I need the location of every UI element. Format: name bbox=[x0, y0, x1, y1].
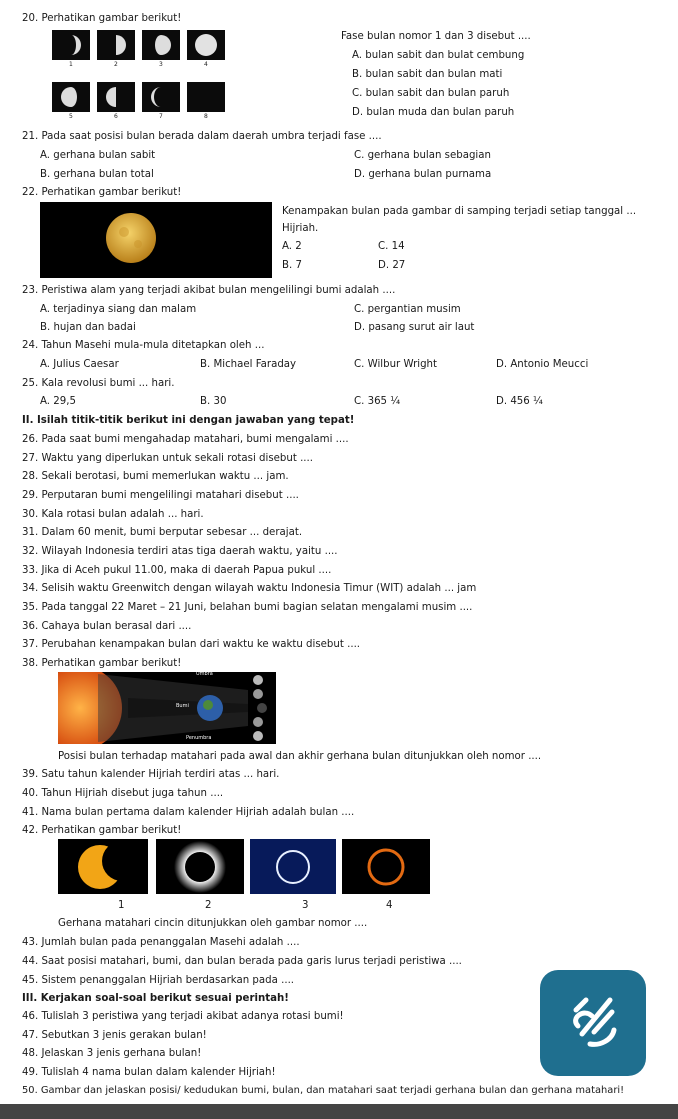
phase-label-5: 5 bbox=[69, 113, 73, 120]
q23-stem: 23. Peristiwa alam yang terjadi akibat bulan mengelilingi bumi adalah .... bbox=[22, 285, 396, 296]
lunar-eclipse-diagram bbox=[58, 672, 276, 744]
q23-option-b: B. hujan dan badai bbox=[40, 322, 136, 333]
solar-image-label-3: 3 bbox=[302, 900, 309, 911]
solar-eclipse-3 bbox=[250, 839, 336, 894]
edit-pen-icon bbox=[540, 970, 646, 1076]
question-36: 36. Cahaya bulan berasal dari .... bbox=[22, 621, 192, 632]
phase-label-1: 1 bbox=[69, 61, 73, 68]
moon-phase-7 bbox=[142, 82, 180, 112]
q20-stem: 20. Perhatikan gambar berikut! bbox=[22, 13, 182, 24]
q25-option-b: B. 30 bbox=[200, 396, 227, 407]
question-45: 45. Sistem penanggalan Hijriah berdasarkan pada .... bbox=[22, 975, 295, 986]
question-31: 31. Dalam 60 menit, bumi berputar sebesar ... derajat. bbox=[22, 527, 303, 538]
question-48: 48. Jelaskan 3 jenis gerhana bulan! bbox=[22, 1048, 202, 1059]
phase-label-7: 7 bbox=[159, 113, 163, 120]
q25-option-d: D. 456 ¼ bbox=[496, 396, 543, 407]
solar-image-label-4: 4 bbox=[386, 900, 393, 911]
q22-prompt: Kenampakan bulan pada gambar di samping terjadi setiap tanggal ... bbox=[282, 206, 637, 217]
moon-phase-5 bbox=[52, 82, 90, 112]
question-27: 27. Waktu yang diperlukan untuk sekali rotasi disebut .... bbox=[22, 453, 314, 464]
moon-phase-4 bbox=[187, 30, 225, 60]
umbra-label: Umbra bbox=[196, 671, 213, 677]
phase-label-4: 4 bbox=[204, 61, 208, 68]
question-35: 35. Pada tanggal 22 Maret – 21 Juni, belahan bumi bagian selatan mengalami musim .... bbox=[22, 602, 473, 613]
solar-eclipse-2 bbox=[156, 839, 244, 894]
solar-image-label-1: 1 bbox=[118, 900, 125, 911]
question-47: 47. Sebutkan 3 jenis gerakan bulan! bbox=[22, 1030, 207, 1041]
phase-label-6: 6 bbox=[114, 113, 118, 120]
question-41: 41. Nama bulan pertama dalam kalender Hijriah adalah bulan .... bbox=[22, 807, 355, 818]
moon-phase-6 bbox=[97, 82, 135, 112]
solar-image-label-2: 2 bbox=[205, 900, 212, 911]
question-38: 38. Perhatikan gambar berikut! bbox=[22, 658, 182, 669]
q23-option-c: C. pergantian musim bbox=[354, 304, 461, 315]
section-2-heading: II. Isilah titik-titik berikut ini dengan jawaban yang tepat! bbox=[22, 415, 355, 426]
phase-label-8: 8 bbox=[204, 113, 208, 120]
earth-label: Bumi bbox=[176, 703, 189, 709]
section-3-heading: III. Kerjakan soal-soal berikut sesuai perintah! bbox=[22, 993, 289, 1004]
question-37: 37. Perubahan kenampakan bulan dari waktu ke waktu disebut .... bbox=[22, 639, 361, 650]
q23-option-d: D. pasang surut air laut bbox=[354, 322, 475, 333]
question-43: 43. Jumlah bulan pada penanggalan Masehi adalah .... bbox=[22, 937, 300, 948]
penumbra-label: Penumbra bbox=[186, 735, 212, 741]
q21-option-b: B. gerhana bulan total bbox=[40, 169, 154, 180]
q22-prompt-cont: Hijriah. bbox=[282, 223, 319, 234]
question-28: 28. Sekali berotasi, bumi memerlukan waktu ... jam. bbox=[22, 471, 289, 482]
edit-fab-button[interactable] bbox=[540, 970, 646, 1076]
q22-option-d: D. 27 bbox=[378, 260, 406, 271]
q25-option-a: A. 29,5 bbox=[40, 396, 76, 407]
question-26: 26. Pada saat bumi mengahadap matahari, bumi mengalami .... bbox=[22, 434, 349, 445]
question-33: 33. Jika di Aceh pukul 11.00, maka di daerah Papua pukul .... bbox=[22, 565, 332, 576]
q24-option-c: C. Wilbur Wright bbox=[354, 359, 438, 370]
question-42: 42. Perhatikan gambar berikut! bbox=[22, 825, 182, 836]
q24-option-d: D. Antonio Meucci bbox=[496, 359, 589, 370]
phase-label-2: 2 bbox=[114, 61, 118, 68]
q24-option-a: A. Julius Caesar bbox=[40, 359, 119, 370]
question-34: 34. Selisih waktu Greenwitch dengan wilayah waktu Indonesia Timur (WIT) adalah ... jam bbox=[22, 583, 477, 594]
q38-caption: Posisi bulan terhadap matahari pada awal dan akhir gerhana bulan ditunjukkan oleh nomor .... bbox=[58, 751, 542, 762]
moon-phase-3 bbox=[142, 30, 180, 60]
moon-phases-figure bbox=[52, 30, 226, 122]
q21-option-a: A. gerhana bulan sabit bbox=[40, 150, 156, 161]
q21-option-c: C. gerhana bulan sebagian bbox=[354, 150, 491, 161]
q42-caption: Gerhana matahari cincin ditunjukkan oleh gambar nomor .... bbox=[58, 918, 368, 929]
question-40: 40. Tahun Hijriah disebut juga tahun .... bbox=[22, 788, 224, 799]
moon-phase-8 bbox=[187, 82, 225, 112]
question-44: 44. Saat posisi matahari, bumi, dan bulan berada pada garis lurus terjadi peristiwa .... bbox=[22, 956, 462, 967]
q24-stem: 24. Tahun Masehi mula-mula ditetapkan oleh ... bbox=[22, 340, 265, 351]
q22-option-a: A. 2 bbox=[282, 241, 302, 252]
q20-option-d: D. bulan muda dan bulan paruh bbox=[352, 107, 515, 118]
solar-eclipse-1 bbox=[58, 839, 148, 894]
question-49: 49. Tulislah 4 nama bulan dalam kalender Hijriah! bbox=[22, 1067, 276, 1078]
question-46: 46. Tulislah 3 peristiwa yang terjadi akibat adanya rotasi bumi! bbox=[22, 1011, 344, 1022]
q25-option-c: C. 365 ¼ bbox=[354, 396, 401, 407]
phase-label-3: 3 bbox=[159, 61, 163, 68]
q21-option-d: D. gerhana bulan purnama bbox=[354, 169, 492, 180]
moon-phase-2 bbox=[97, 30, 135, 60]
question-39: 39. Satu tahun kalender Hijriah terdiri atas ... hari. bbox=[22, 769, 280, 780]
q21-stem: 21. Pada saat posisi bulan berada dalam daerah umbra terjadi fase .... bbox=[22, 131, 382, 142]
yellow-moon-photo bbox=[40, 202, 272, 278]
q25-stem: 25. Kala revolusi bumi ... hari. bbox=[22, 378, 175, 389]
q24-option-b: B. Michael Faraday bbox=[200, 359, 297, 370]
q22-stem: 22. Perhatikan gambar berikut! bbox=[22, 187, 182, 198]
question-29: 29. Perputaran bumi mengelilingi matahari disebut .... bbox=[22, 490, 299, 501]
question-30: 30. Kala rotasi bulan adalah ... hari. bbox=[22, 509, 204, 520]
question-50: 50. Gambar dan jelaskan posisi/ kedudukan bumi, bulan, dan matahari saat terjadi gerhana bulan dan gerhana matahari! bbox=[22, 1085, 625, 1096]
bottom-bar bbox=[0, 1104, 678, 1119]
q22-option-c: C. 14 bbox=[378, 241, 405, 252]
q20-option-b: B. bulan sabit dan bulan mati bbox=[352, 69, 503, 80]
q22-option-b: B. 7 bbox=[282, 260, 302, 271]
question-32: 32. Wilayah Indonesia terdiri atas tiga daerah waktu, yaitu .... bbox=[22, 546, 338, 557]
q20-option-a: A. bulan sabit dan bulat cembung bbox=[352, 50, 525, 61]
q20-prompt: Fase bulan nomor 1 dan 3 disebut .... bbox=[341, 31, 531, 42]
q20-option-c: C. bulan sabit dan bulan paruh bbox=[352, 88, 510, 99]
moon-phase-1 bbox=[52, 30, 90, 60]
q23-option-a: A. terjadinya siang dan malam bbox=[40, 304, 197, 315]
solar-eclipse-4 bbox=[342, 839, 430, 894]
